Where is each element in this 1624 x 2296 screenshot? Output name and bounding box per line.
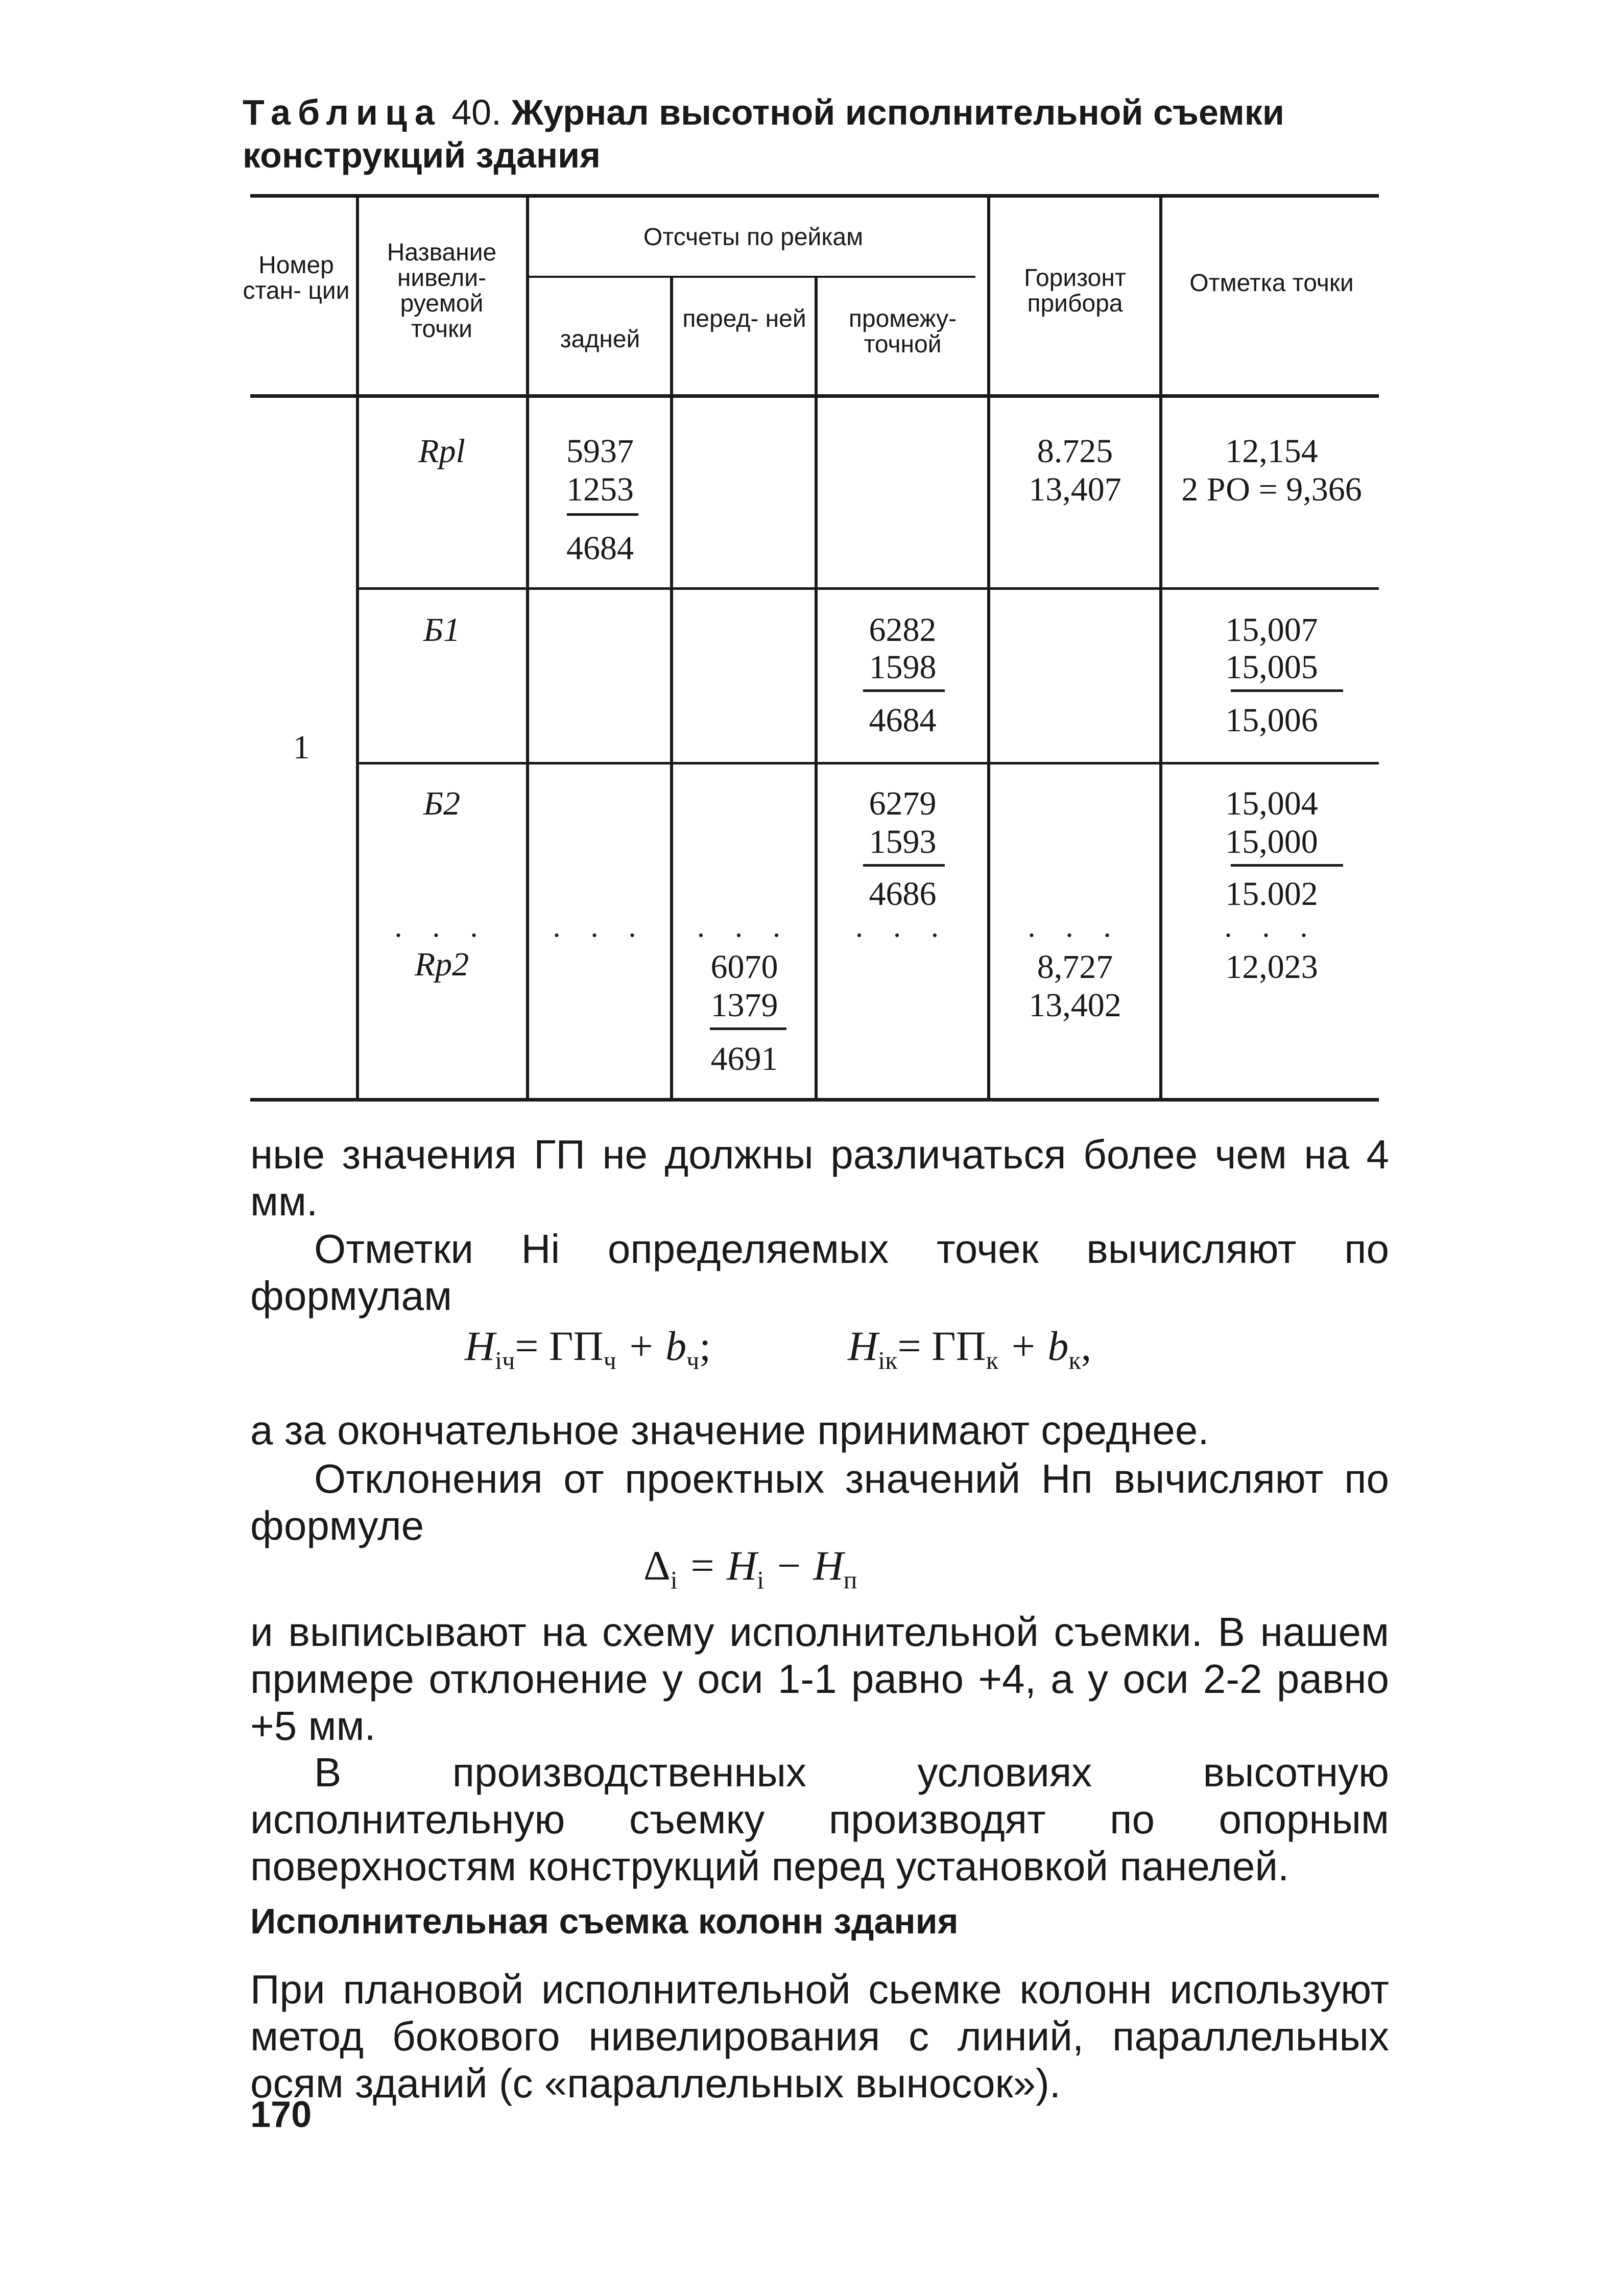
intermediate-reading: 6279 <box>869 785 937 822</box>
caption-number: 40. <box>451 92 501 132</box>
horizon-value: 13,407 <box>1029 471 1121 508</box>
formula-term: , <box>1081 1323 1092 1369</box>
col-divider <box>815 276 818 1098</box>
horizon-value: 8.725 <box>1037 433 1113 470</box>
station-number: 1 <box>293 729 310 766</box>
paragraph: При плановой исполнительной сьемке колонн используют метод бокового нивелирования с линий, параллельных осям зданий (с «параллельных выносок»). <box>250 1967 1389 2106</box>
formula-term: Δ <box>643 1542 671 1589</box>
formula-term: H <box>465 1323 495 1369</box>
formula-sub: ч <box>686 1346 700 1375</box>
elevation-value: 15,007 <box>1225 611 1318 649</box>
col-divider <box>670 276 673 1098</box>
formula-term: = H <box>677 1542 757 1589</box>
sum-rule <box>567 513 638 516</box>
formula-deviation <box>643 1542 857 1603</box>
survey-journal-table <box>0 0 1624 1123</box>
sum-rule <box>863 864 945 867</box>
caption-title: Журнал высотной исполнительной съемки конструкций здания <box>243 92 1284 175</box>
header-station: Номер стан- ции <box>243 252 350 304</box>
page-number: 170 <box>250 2094 312 2135</box>
paragraph: Отклонения от проектных значений Hп вычисляют по формуле <box>250 1456 1389 1548</box>
caption-label: Таблица <box>243 92 442 132</box>
horizon-value: 8,727 <box>1037 948 1113 986</box>
ellipsis: . . . <box>394 910 489 943</box>
formula-term: ; <box>699 1323 711 1369</box>
formula-sub: i <box>757 1565 765 1594</box>
back-difference: 4684 <box>566 530 634 567</box>
elevation-mean: 15.002 <box>1225 875 1318 913</box>
back-reading: 5937 <box>566 433 634 470</box>
header-intermediate: промежу- точной <box>848 305 957 358</box>
formula-sub: к <box>1068 1346 1081 1375</box>
paragraph: и выписывают на схему исполнительной съемки. В нашем примере отклонение у оси 1-1 равно +4, а у оси 2-2 равно +5 мм. <box>250 1609 1389 1749</box>
formula-chain <box>465 1323 711 1383</box>
sum-rule <box>1231 689 1343 692</box>
formula-sub: iч <box>495 1346 515 1375</box>
intermediate-difference: 4684 <box>869 702 937 739</box>
formula-term: H <box>848 1323 878 1369</box>
intermediate-reading: 6282 <box>869 611 937 649</box>
header-horizon: Горизонт прибора <box>1024 265 1126 317</box>
elevation-value: 12,154 <box>1225 433 1318 470</box>
formula-term: − H <box>764 1542 844 1589</box>
formula-term: + b <box>616 1323 687 1369</box>
formula-term: + b <box>998 1323 1069 1369</box>
ellipsis: . . . <box>855 910 950 943</box>
table-top-rule <box>250 194 1379 198</box>
table-bottom-rule <box>250 1098 1379 1102</box>
ellipsis: . . . <box>1224 910 1319 943</box>
paragraph: Отметки Hi определяемых точек вычисляют по формулам <box>250 1226 1389 1319</box>
point-name: Rpl <box>418 433 465 470</box>
col-divider <box>1159 194 1162 1098</box>
row-divider <box>357 762 1379 764</box>
section-heading: Исполнительная съемка колонн здания <box>250 1901 959 1941</box>
point-name: Б2 <box>423 785 460 822</box>
elevation-value: 2 РО = 9,366 <box>1181 471 1362 508</box>
elevation-value: 12,023 <box>1225 948 1318 986</box>
header-back: задней <box>560 326 640 353</box>
sum-rule <box>863 689 945 692</box>
sum-rule <box>1231 864 1343 867</box>
front-reading: 1379 <box>710 987 778 1024</box>
elevation-value: 15,004 <box>1225 785 1318 822</box>
formula-sub: iк <box>878 1346 898 1375</box>
elevation-value: 15,000 <box>1225 823 1318 860</box>
point-name: Rp2 <box>414 946 469 983</box>
front-difference: 4691 <box>710 1040 778 1078</box>
intermediate-difference: 4686 <box>869 875 937 913</box>
col-divider <box>356 194 359 1098</box>
ellipsis: . . . <box>1028 910 1123 943</box>
col-divider <box>526 194 529 1098</box>
formula-term: = ГП <box>515 1323 604 1369</box>
formula-chain <box>848 1323 1091 1383</box>
back-reading: 1253 <box>566 471 634 508</box>
intermediate-reading: 1593 <box>869 823 937 860</box>
ellipsis: . . . <box>553 910 648 943</box>
paragraph: а за окончательное значение принимают среднее. <box>250 1407 1209 1453</box>
formula-sub: ч <box>603 1346 616 1375</box>
formula-sub: п <box>843 1565 857 1594</box>
elevation-value: 15,005 <box>1225 649 1318 686</box>
readings-subheader-rule <box>529 276 975 278</box>
col-divider <box>987 194 990 1098</box>
elevation-mean: 15,006 <box>1225 702 1318 739</box>
front-reading: 6070 <box>710 948 778 986</box>
paragraph: В производственных условиях высотную исполнительную съемку производят по опорным поверхностям конструкций перед установкой панелей. <box>250 1750 1389 1889</box>
formula-sub: к <box>986 1346 999 1375</box>
point-name: Б1 <box>423 611 460 649</box>
row-divider <box>357 587 1379 590</box>
formula-term: = ГП <box>897 1323 986 1369</box>
sum-rule <box>710 1027 786 1030</box>
paragraph: ные значения ГП не должны различаться более чем на 4 мм. <box>250 1132 1389 1224</box>
intermediate-reading: 1598 <box>869 649 937 686</box>
horizon-value: 13,402 <box>1029 987 1121 1024</box>
header-front: перед- ней <box>682 305 806 332</box>
header-point: Название нивели- руемой точки <box>387 239 497 343</box>
header-elevation: Отметка точки <box>1189 270 1354 297</box>
header-readings: Отсчеты по рейкам <box>643 224 864 251</box>
formula-sub: i <box>670 1565 678 1594</box>
ellipsis: . . . <box>697 910 792 943</box>
